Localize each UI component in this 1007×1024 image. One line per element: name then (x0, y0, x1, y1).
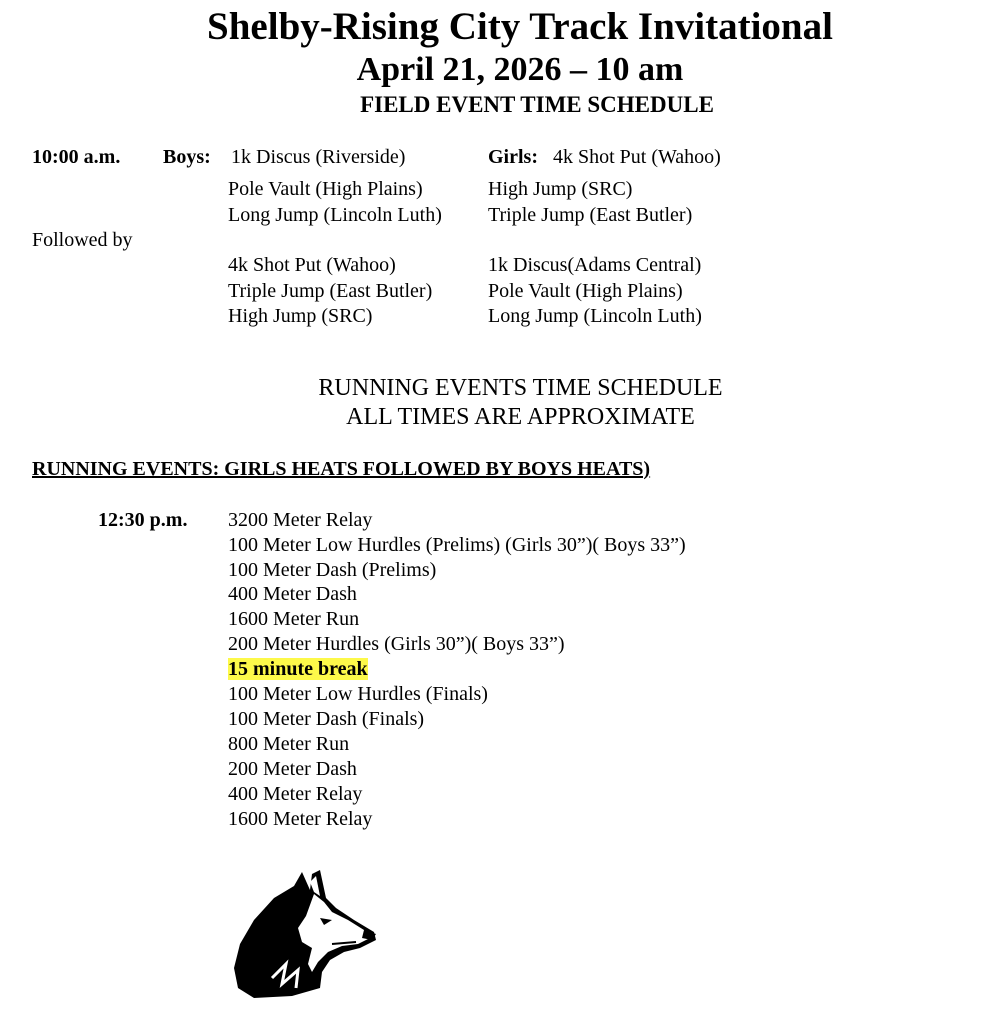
break-text: 15 minute break (228, 658, 368, 680)
field-schedule-heading: FIELD EVENT TIME SCHEDULE (360, 92, 714, 117)
running-event: 3200 Meter Relay (228, 509, 373, 531)
boys-second-event-2: Triple Jump (East Butler) (228, 280, 433, 302)
husky-logo-icon (232, 868, 380, 1000)
girls-second-event-3: Long Jump (Lincoln Luth) (488, 305, 702, 327)
followed-by-label: Followed by (32, 229, 133, 251)
running-event: 100 Meter Dash (Prelims) (228, 559, 437, 581)
girls-first-event-3: Triple Jump (East Butler) (488, 204, 693, 226)
girls-second-event-2: Pole Vault (High Plains) (488, 280, 683, 302)
running-event: 400 Meter Relay (228, 783, 363, 805)
field-start-time: 10:00 a.m. (32, 146, 121, 168)
running-schedule-heading: RUNNING EVENTS TIME SCHEDULE (318, 375, 723, 401)
running-event: 100 Meter Low Hurdles (Finals) (228, 683, 488, 705)
running-start-time: 12:30 p.m. (98, 509, 188, 531)
break-highlight (228, 658, 368, 681)
event-date: April 21, 2026 – 10 am (356, 51, 684, 88)
running-event: 100 Meter Low Hurdles (Prelims) (Girls 30”)( Boys 33”) (228, 534, 686, 556)
boys-first-event-2: Pole Vault (High Plains) (228, 178, 423, 200)
boys-label: Boys: (163, 146, 211, 168)
approximate-times-note: ALL TIMES ARE APPROXIMATE (346, 404, 695, 430)
running-event: 800 Meter Run (228, 733, 350, 755)
running-event: 200 Meter Hurdles (Girls 30”)( Boys 33”) (228, 633, 565, 655)
running-event: 1600 Meter Relay (228, 808, 373, 830)
boys-second-event-1: 4k Shot Put (Wahoo) (228, 254, 396, 276)
running-event: 200 Meter Dash (228, 758, 357, 780)
running-events-subheading: RUNNING EVENTS: GIRLS HEATS FOLLOWED BY BOYS HEATS) (32, 458, 651, 480)
boys-second-event-3: High Jump (SRC) (228, 305, 373, 327)
running-event: 100 Meter Dash (Finals) (228, 708, 425, 730)
girls-second-event-1: 1k Discus(Adams Central) (488, 254, 702, 276)
running-event: 1600 Meter Run (228, 608, 360, 630)
girls-label: Girls: (488, 146, 538, 168)
girls-first-event-1: 4k Shot Put (Wahoo) (553, 146, 721, 168)
boys-first-event-3: Long Jump (Lincoln Luth) (228, 204, 442, 226)
girls-first-event-2: High Jump (SRC) (488, 178, 633, 200)
running-event: 400 Meter Dash (228, 583, 357, 605)
boys-first-event-1: 1k Discus (Riverside) (231, 146, 406, 168)
document-title: Shelby-Rising City Track Invitational (207, 5, 833, 48)
